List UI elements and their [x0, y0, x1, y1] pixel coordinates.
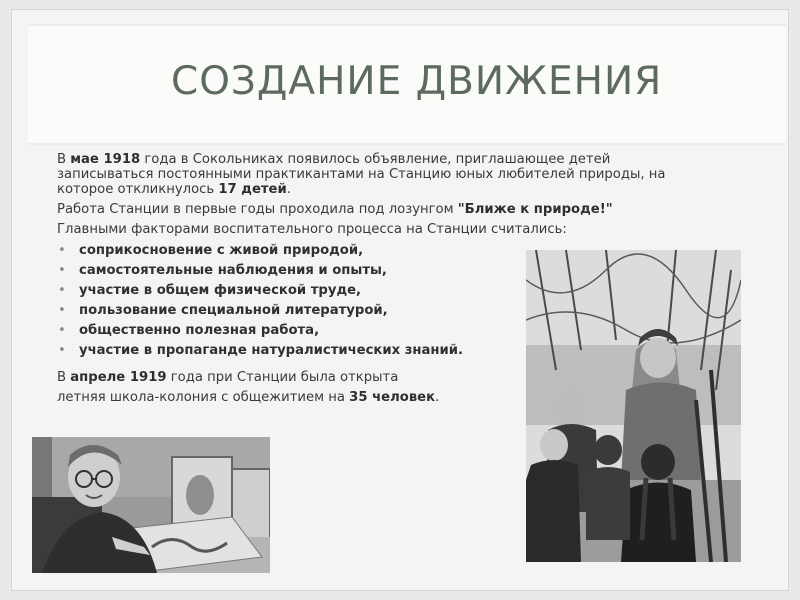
date-highlight: мае 1918 — [70, 152, 141, 167]
paragraph-announcement — [57, 152, 707, 197]
paragraph-factors: Главными факторами воспитательного процесса на Станции считались: — [57, 222, 567, 237]
bullet-icon: • — [58, 283, 66, 298]
bullet-icon: • — [58, 343, 66, 358]
text-run: . — [435, 390, 440, 405]
list-item-text: самостоятельные наблюдения и опыты, — [79, 263, 387, 278]
bullet-icon: • — [58, 243, 66, 258]
paragraph-slogan — [57, 202, 707, 217]
photo-boy-drawing-illustration — [32, 437, 270, 573]
list-item-text: участие в пропаганде натуралистических знаний. — [79, 343, 463, 358]
text-run: В — [57, 152, 71, 167]
text-run: Работа Станции в первые годы проходила под лозунгом — [57, 202, 458, 217]
text-run: . — [286, 182, 291, 197]
list-item-text: соприкосновение с живой природой, — [79, 243, 364, 258]
photo-children-with-teacher — [526, 250, 741, 562]
bullet-icon: • — [58, 323, 66, 338]
text-run: года в Сокольниках появилось объявление, приглашающее детей записываться постоянными практикантами на Станцию юных любителей природы, на которое откликнулось — [57, 152, 666, 197]
slide-title: СОЗДАНИЕ ДВИЖЕНИЯ — [171, 59, 663, 104]
count-highlight: 35 человек — [349, 390, 436, 405]
bullet-icon: • — [58, 303, 66, 318]
bullet-icon: • — [58, 263, 66, 278]
list-item-text: общественно полезная работа, — [79, 323, 320, 338]
count-highlight: 17 детей — [218, 182, 287, 197]
list-item-text: пользование специальной литературой, — [79, 303, 388, 318]
text-run: летняя школа-колония с общежитием на — [57, 390, 350, 405]
photo-children-with-teacher-illustration — [526, 250, 741, 562]
text-run: В — [57, 370, 71, 385]
text-run: года при Станции была открыта — [166, 370, 399, 385]
slogan-highlight: "Ближе к природе!" — [457, 202, 613, 217]
list-item-text: участие в общем физической труде, — [79, 283, 362, 298]
date-highlight: апреле 1919 — [70, 370, 167, 385]
photo-boy-drawing — [32, 437, 270, 573]
